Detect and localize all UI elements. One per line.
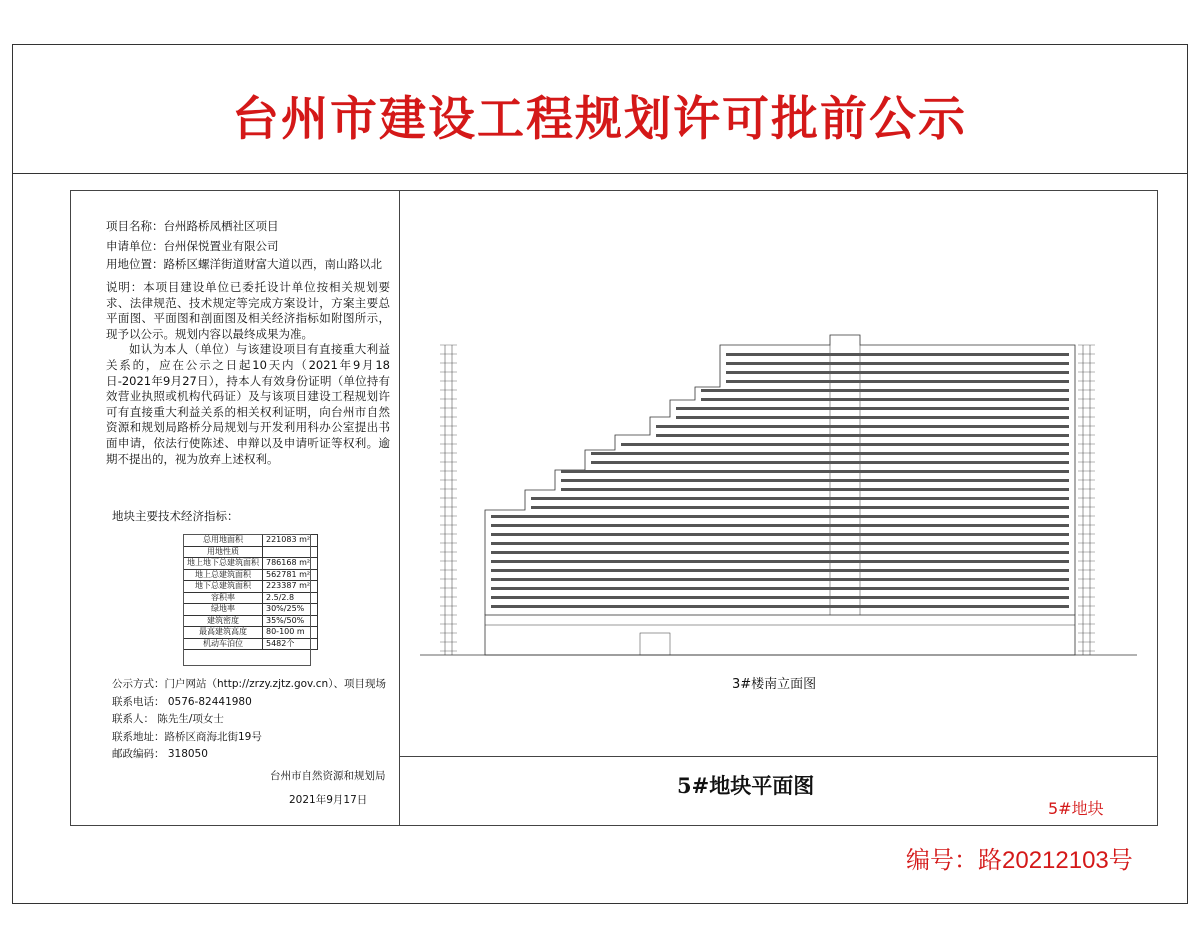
tech-value: 786168 m² bbox=[263, 558, 318, 570]
contact-address: 联系地址：路桥区商海北街19号 bbox=[112, 731, 262, 743]
floor-band bbox=[656, 434, 1069, 437]
floor-band bbox=[561, 470, 1069, 473]
floor-band bbox=[491, 587, 1069, 590]
notice-text bbox=[106, 280, 390, 467]
tech-value: 562781 m² bbox=[263, 569, 318, 581]
floor-band bbox=[491, 542, 1069, 545]
floor-band bbox=[561, 479, 1069, 482]
elevation-caption: 3#楼南立面图 bbox=[732, 677, 817, 692]
serial-number: 编号：路20212103号 bbox=[906, 847, 1133, 874]
floor-band bbox=[726, 353, 1069, 356]
floor-band bbox=[591, 461, 1069, 464]
outer-border-bottom bbox=[12, 903, 1188, 904]
floor-band bbox=[591, 452, 1069, 455]
floor-band bbox=[621, 443, 1069, 446]
tech-row bbox=[184, 581, 318, 593]
floor-band bbox=[491, 515, 1069, 518]
floor-band bbox=[491, 524, 1069, 527]
floor-band bbox=[491, 533, 1069, 536]
tech-label: 最高建筑高度 bbox=[184, 627, 263, 639]
tech-value: 2.5/2.8 bbox=[263, 592, 318, 604]
tech-row bbox=[184, 615, 318, 627]
floor-band bbox=[531, 497, 1069, 500]
tech-row bbox=[184, 638, 318, 650]
notice-paragraph-1: 说明：本项目建设单位已委托设计单位按相关规划要求、法律规范、技术规定等完成方案设计，方案主要总平面图、平面图和剖面图及相关经济指标如附图所示，现予以公示。规划内容以最终成果为准。 bbox=[106, 280, 390, 341]
tech-label: 建筑密度 bbox=[184, 615, 263, 627]
floor-band bbox=[656, 425, 1069, 428]
issuer-org: 台州市自然资源和规划局 bbox=[270, 770, 386, 782]
tech-table-wrapper bbox=[183, 534, 318, 650]
tech-heading: 地块主要技术经济指标： bbox=[112, 509, 239, 523]
tech-label: 地上总建筑面积 bbox=[184, 569, 263, 581]
floor-band bbox=[676, 416, 1069, 419]
tech-table bbox=[183, 534, 318, 650]
outer-border-left bbox=[12, 174, 13, 904]
tech-label: 用地性质 bbox=[184, 546, 263, 558]
floor-band bbox=[726, 380, 1069, 383]
floor-band bbox=[491, 569, 1069, 572]
floor-band bbox=[531, 506, 1069, 509]
publish-method: 公示方式：门户网站（http://zrzy.zjtz.gov.cn）、项目现场 bbox=[112, 678, 386, 690]
plot-tag: 5#地块 bbox=[1048, 799, 1104, 818]
contact-phone: 联系电话： 0576-82441980 bbox=[112, 696, 252, 708]
floor-band bbox=[491, 551, 1069, 554]
tech-label: 绿地率 bbox=[184, 604, 263, 616]
outer-border-right bbox=[1187, 174, 1188, 904]
tech-label: 地下总建筑面积 bbox=[184, 581, 263, 593]
tech-value: 30%/25% bbox=[263, 604, 318, 616]
floor-band bbox=[726, 371, 1069, 374]
site-location: 用地位置：路桥区螺洋街道财富大道以西，南山路以北 bbox=[106, 257, 382, 271]
floor-band bbox=[491, 596, 1069, 599]
tech-row bbox=[184, 592, 318, 604]
floor-band bbox=[676, 407, 1069, 410]
tech-value: 80-100 m bbox=[263, 627, 318, 639]
tech-row bbox=[184, 604, 318, 616]
contact-person: 联系人： 陈先生/项女士 bbox=[112, 713, 224, 725]
floor-band bbox=[491, 578, 1069, 581]
plan-title: 5#地块平面图 bbox=[677, 773, 815, 798]
tech-value: 223387 m² bbox=[263, 581, 318, 593]
tech-label: 容积率 bbox=[184, 592, 263, 604]
floor-band bbox=[701, 389, 1069, 392]
floor-band bbox=[701, 398, 1069, 401]
elevation-drawing bbox=[400, 325, 1157, 670]
tech-label: 机动车泊位 bbox=[184, 638, 263, 650]
floor-band bbox=[726, 362, 1069, 365]
floor-band bbox=[491, 605, 1069, 608]
plan-separator bbox=[399, 756, 1158, 757]
postcode: 邮政编码： 318050 bbox=[112, 748, 208, 760]
tech-row bbox=[184, 569, 318, 581]
tech-label: 地上地下总建筑面积 bbox=[184, 558, 263, 570]
tech-row bbox=[184, 535, 318, 547]
notice-paragraph-2: 如认为本人（单位）与该建设项目有直接重大利益关系的，应在公示之日起10天内（2021年9月18日-2021年9月27日），持本人有效身份证明（单位持有效营业执照或机构代码证）及与该项目建设工程规划许可有直接重大利益关系的相关权利证明，向台州市自然资源和规划局路桥分局规划与开发利用科办公室提出书面申请，依法行使陈述、申辩以及申请听证等权利。逾期不提出的，视为放弃上述权利。 bbox=[106, 342, 390, 466]
project-name: 项目名称：台州路桥凤栖社区项目 bbox=[106, 219, 279, 233]
tech-row bbox=[184, 627, 318, 639]
tech-value bbox=[263, 546, 318, 558]
tech-value: 221083 m² bbox=[263, 535, 318, 547]
floor-band bbox=[561, 488, 1069, 491]
applicant: 申请单位：台州保悦置业有限公司 bbox=[106, 239, 279, 253]
floor-band bbox=[491, 560, 1069, 563]
tech-value: 5482个 bbox=[263, 638, 318, 650]
tech-value: 35%/50% bbox=[263, 615, 318, 627]
tech-row bbox=[184, 546, 318, 558]
page-title: 台州市建设工程规划许可批前公示 bbox=[232, 92, 967, 147]
issue-date: 2021年9月17日 bbox=[289, 794, 368, 806]
tech-label: 总用地面积 bbox=[184, 535, 263, 547]
tech-row bbox=[184, 558, 318, 570]
